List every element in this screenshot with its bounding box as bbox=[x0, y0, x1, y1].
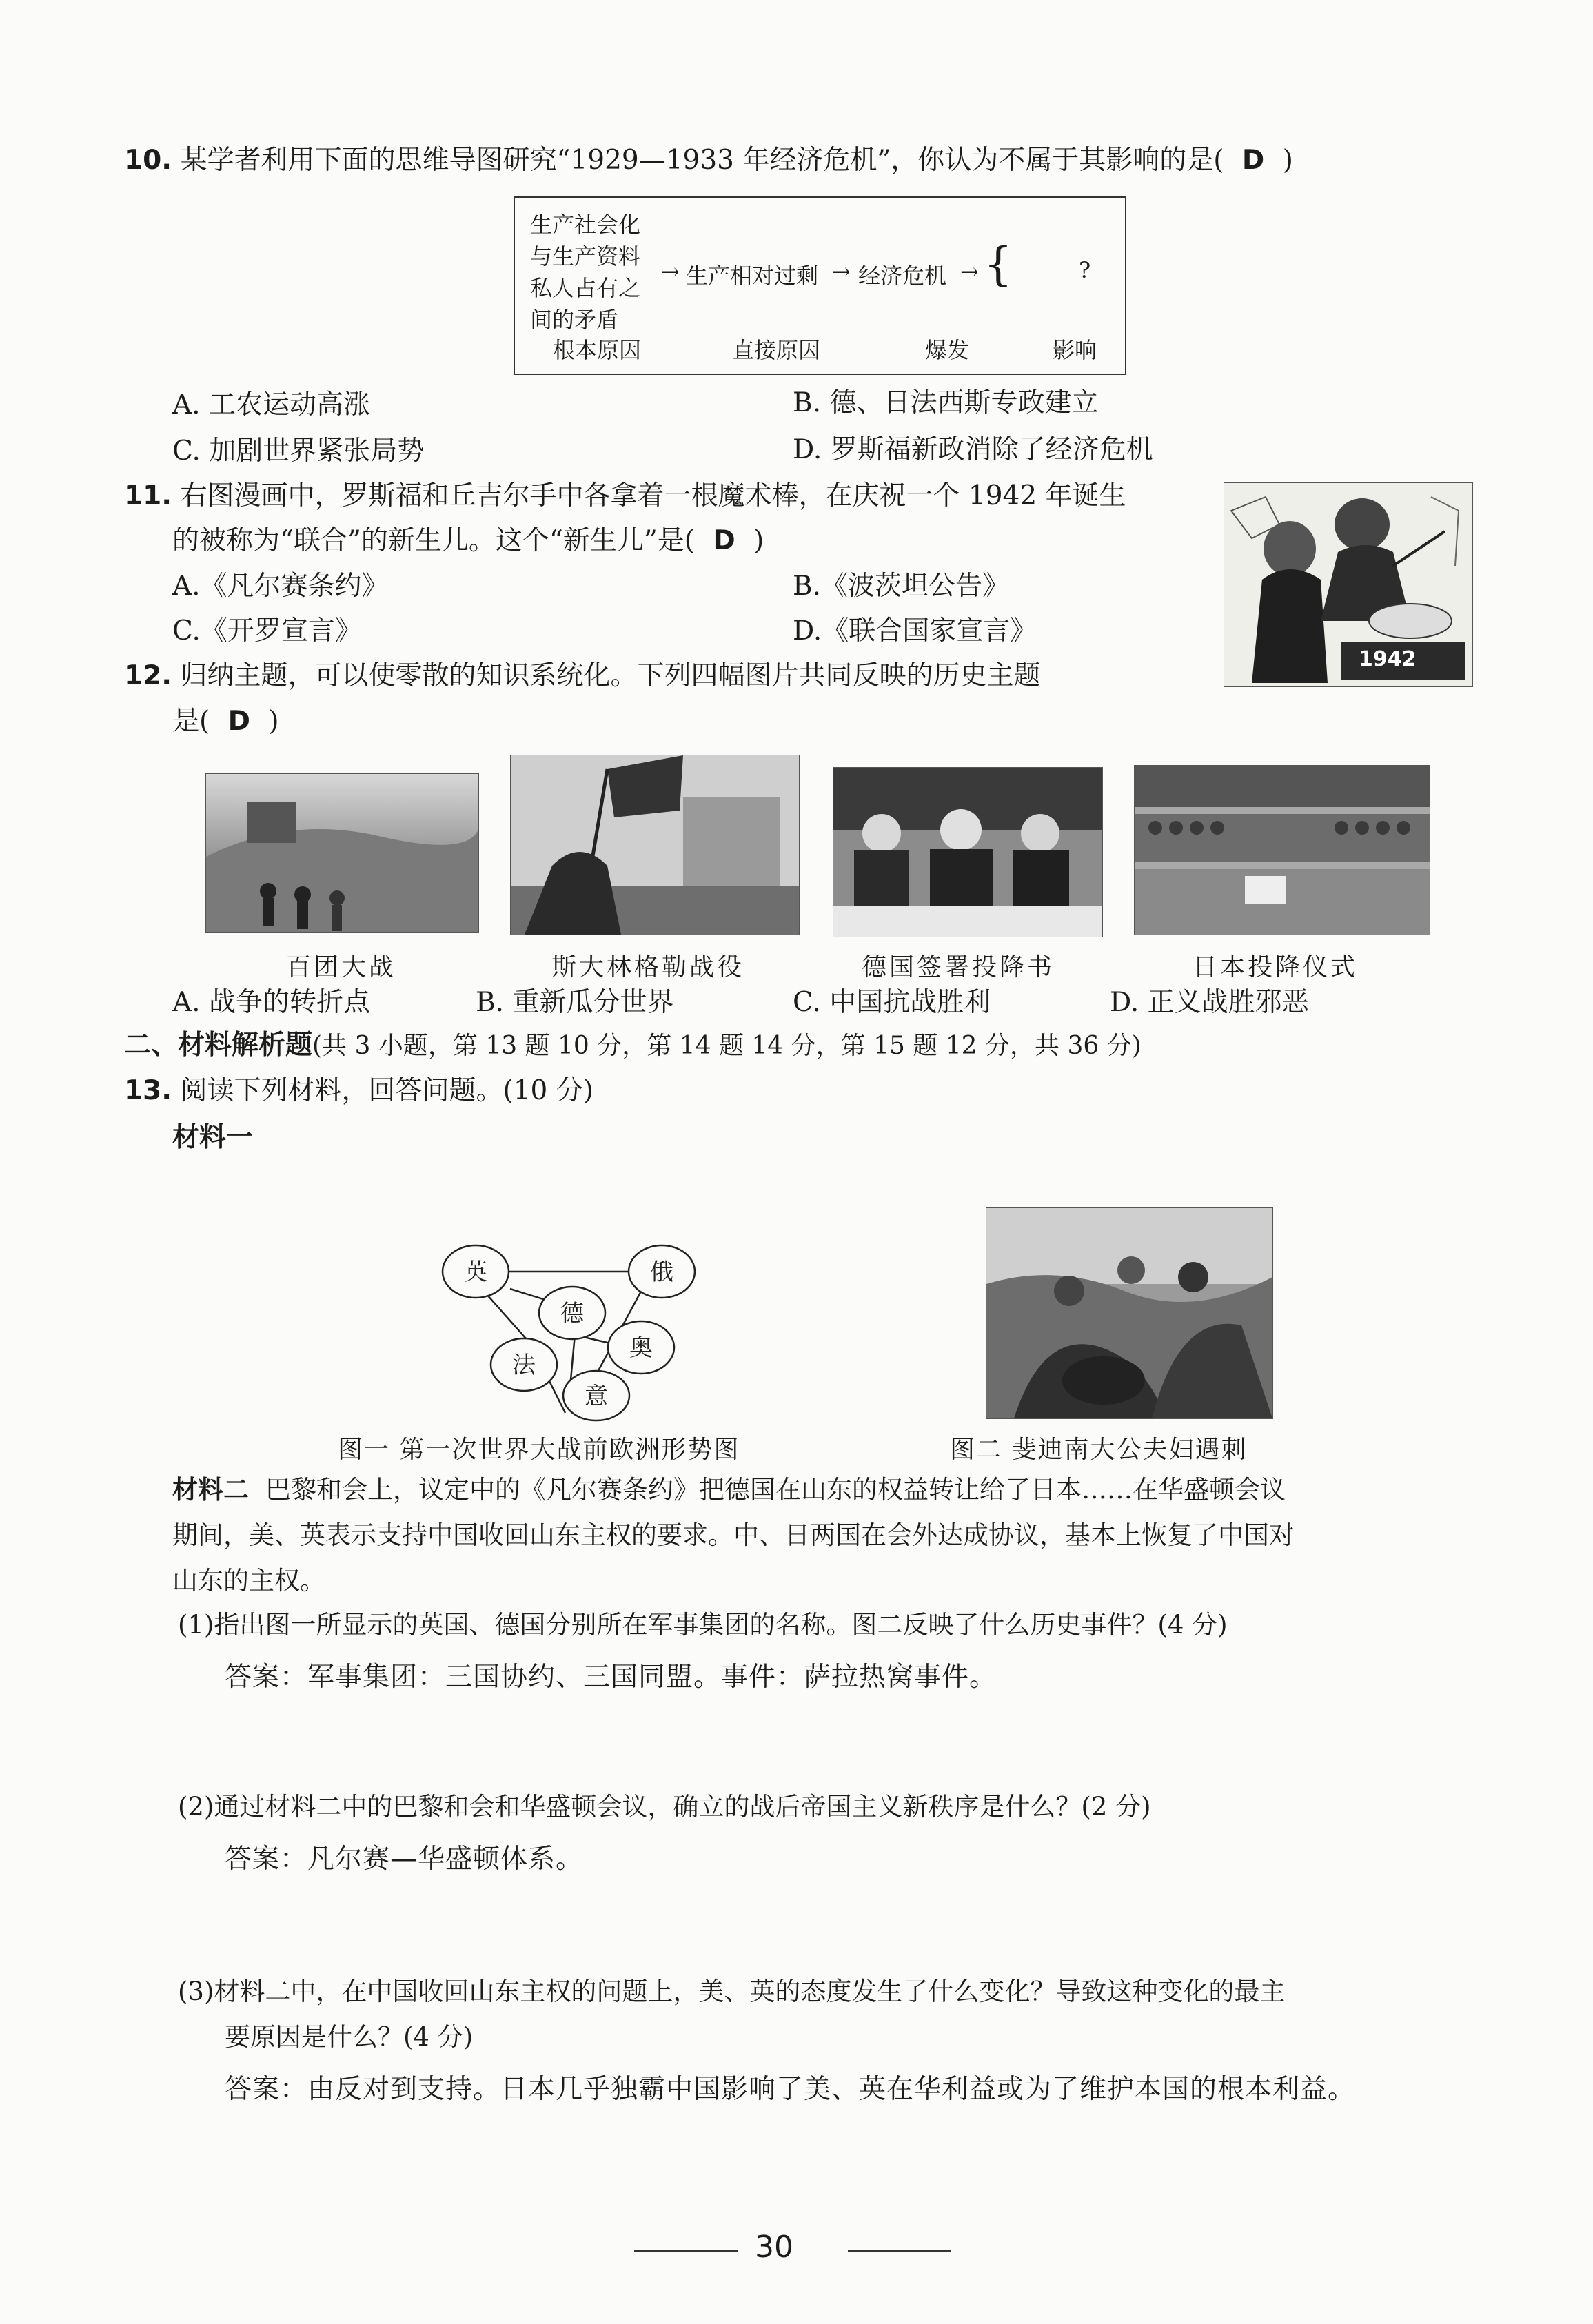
q12-stem-line2 bbox=[172, 706, 279, 738]
q12-caption-2: 斯大林格勒战役 bbox=[551, 953, 745, 981]
q10-arrow-3: → bbox=[960, 258, 979, 285]
q13-europe-alliance-diagram bbox=[427, 1230, 731, 1423]
q11-number: 11. bbox=[124, 480, 172, 511]
q10-close: ) bbox=[1282, 145, 1293, 176]
q13-material2-line3: 山东的主权。 bbox=[172, 1566, 325, 1596]
q12-stem-line1 bbox=[124, 660, 1041, 693]
q12-caption-4: 日本投降仪式 bbox=[1193, 953, 1359, 981]
q11-close: ) bbox=[753, 525, 764, 556]
q13-material2-line1 bbox=[172, 1475, 1286, 1505]
q10-option-a: A. 工农运动高涨 bbox=[172, 389, 370, 420]
q10-arrow-2: → bbox=[832, 258, 851, 285]
q12-option-c: C. 中国抗战胜利 bbox=[793, 987, 991, 1018]
q13-material2-line2: 期间，美、英表示支持中国收回山东主权的要求。中、日两国在会外达成协议，基本上恢复了中国对 bbox=[172, 1520, 1295, 1550]
q10-cause-line: 间的矛盾 bbox=[530, 307, 619, 333]
q13-sub1-answer: 答案：军事集团：三国协约、三国同盟。事件：萨拉热窝事件。 bbox=[225, 1662, 997, 1693]
q10-direct-cause: 生产相对过剩 bbox=[686, 263, 819, 289]
q11-line1: 右图漫画中，罗斯福和丘吉尔手中各拿着一根魔术棒，在庆祝一个 1942 年诞生 bbox=[180, 480, 1126, 511]
q10-arrow-1: → bbox=[661, 258, 680, 285]
q10-number: 10. bbox=[124, 145, 172, 176]
q10-option-c: C. 加剧世界紧张局势 bbox=[172, 436, 425, 467]
q10-label-outbreak: 爆发 bbox=[925, 337, 970, 363]
q13-sub3-question-line2: 要原因是什么？(4 分) bbox=[225, 2022, 474, 2052]
q12-photo-stalingrad bbox=[510, 755, 800, 935]
q13-sub2-answer: 答案：凡尔赛—华盛顿体系。 bbox=[225, 1844, 584, 1875]
q10-cause-line: 与生产资料 bbox=[530, 243, 641, 269]
q13-number: 13. bbox=[124, 1075, 172, 1106]
q12-line1: 归纳主题，可以使零散的知识系统化。下列四幅图片共同反映的历史主题 bbox=[180, 660, 1041, 691]
node-france: 法 bbox=[512, 1352, 536, 1379]
q10-answer: D bbox=[1241, 145, 1265, 176]
q12-line2: 是( bbox=[172, 706, 210, 737]
q13-sub3-answer: 答案：由反对到支持。日本几乎独霸中国影响了美、英在华利益或为了维护本国的根本利益。 bbox=[225, 2074, 1356, 2105]
q10-question-mark: ? bbox=[1079, 257, 1091, 283]
q13-material2-text: 巴黎和会上，议定中的《凡尔赛条约》把德国在山东的权益转让给了日本……在华盛顿会议 bbox=[265, 1475, 1286, 1505]
q13-stem-text: 阅读下列材料，回答问题。(10 分) bbox=[180, 1075, 593, 1106]
q11-option-a: A.《凡尔赛条约》 bbox=[172, 571, 389, 602]
q10-crisis: 经济危机 bbox=[858, 263, 947, 289]
q10-mindmap bbox=[514, 196, 1126, 375]
q10-label-impact: 影响 bbox=[1053, 337, 1097, 363]
q12-option-a: A. 战争的转折点 bbox=[172, 987, 370, 1018]
footer-rule-right bbox=[848, 2250, 951, 2252]
q13-sub1-question: (1)指出图一所显示的英国、德国分别所在军事集团的名称。图二反映了什么历史事件？(4 分) bbox=[178, 1610, 1228, 1640]
q10-cause-line: 生产社会化 bbox=[530, 212, 641, 238]
q11-cartoon-year: 1942 bbox=[1359, 647, 1417, 671]
q12-photo-german-surrender bbox=[833, 767, 1103, 937]
q13-material1-label: 材料一 bbox=[172, 1122, 254, 1153]
q10-option-d: D. 罗斯福新政消除了经济危机 bbox=[793, 434, 1153, 465]
node-austria: 奥 bbox=[629, 1334, 653, 1362]
q12-option-b: B. 重新瓜分世界 bbox=[476, 987, 674, 1018]
q13-assassination-photo bbox=[986, 1207, 1273, 1419]
q13-figure1-caption: 图一 第一次世界大战前欧洲形势图 bbox=[338, 1436, 740, 1464]
q13-sub2-question: (2)通过材料二中的巴黎和会和华盛顿会议，确立的战后帝国主义新秩序是什么？(2 分) bbox=[178, 1792, 1151, 1822]
q11-stem-line1 bbox=[124, 480, 1126, 513]
q12-photo-japan-surrender bbox=[1134, 765, 1430, 935]
footer-rule-left bbox=[634, 2250, 738, 2252]
q13-sub3-question-line1: (3)材料二中，在中国收回山东主权的问题上，美、英的态度发生了什么变化？导致这种变化的最主 bbox=[178, 1977, 1286, 2006]
section2-detail: (共 3 小题，第 13 题 10 分，第 14 题 14 分，第 15 题 12 分，共 36 分) bbox=[312, 1032, 1142, 1060]
q11-option-c: C.《开罗宣言》 bbox=[172, 615, 362, 646]
q10-option-b: B. 德、日法西斯专政建立 bbox=[793, 387, 1099, 418]
node-germany: 德 bbox=[560, 1300, 584, 1327]
q12-photo-hundred-regiments bbox=[205, 773, 479, 933]
q11-line2: 的被称为“联合”的新生儿。这个“新生儿”是( bbox=[172, 525, 695, 556]
q10-brace: { bbox=[984, 238, 1013, 291]
q10-label-direct: 直接原因 bbox=[732, 337, 821, 363]
q10-stem bbox=[124, 145, 1293, 177]
node-britain: 英 bbox=[464, 1258, 487, 1286]
section2-header bbox=[124, 1030, 1142, 1062]
page-number: 30 bbox=[755, 2230, 793, 2265]
q12-answer: D bbox=[227, 706, 250, 737]
q12-caption-1: 百团大战 bbox=[286, 953, 397, 981]
q11-cartoon-image bbox=[1224, 482, 1473, 687]
q12-number: 12. bbox=[124, 660, 172, 691]
page-footer bbox=[634, 2230, 958, 2271]
q11-option-d: D.《联合国家宣言》 bbox=[793, 615, 1037, 646]
q13-stem bbox=[124, 1075, 593, 1108]
q13-material2-label: 材料二 bbox=[172, 1475, 249, 1505]
q12-caption-3: 德国签署投降书 bbox=[862, 953, 1055, 981]
node-italy: 意 bbox=[585, 1383, 608, 1410]
q10-root-cause bbox=[530, 207, 661, 334]
q13-figure2-caption: 图二 斐迪南大公夫妇遇刺 bbox=[950, 1436, 1248, 1464]
q10-label-root: 根本原因 bbox=[553, 337, 642, 363]
q10-cause-line: 私人占有之 bbox=[530, 275, 641, 301]
q11-option-b: B.《波茨坦公告》 bbox=[793, 571, 1010, 602]
q12-close: ) bbox=[268, 706, 279, 737]
q10-stem-text: 某学者利用下面的思维导图研究“1929—1933 年经济危机”，你认为不属于其影响的是( bbox=[180, 145, 1224, 176]
q11-stem-line2 bbox=[172, 525, 764, 558]
q12-option-d: D. 正义战胜邪恶 bbox=[1110, 987, 1309, 1018]
node-russia: 俄 bbox=[650, 1258, 673, 1286]
section2-heading: 二、材料解析题 bbox=[124, 1030, 313, 1061]
q11-answer: D bbox=[713, 525, 735, 556]
